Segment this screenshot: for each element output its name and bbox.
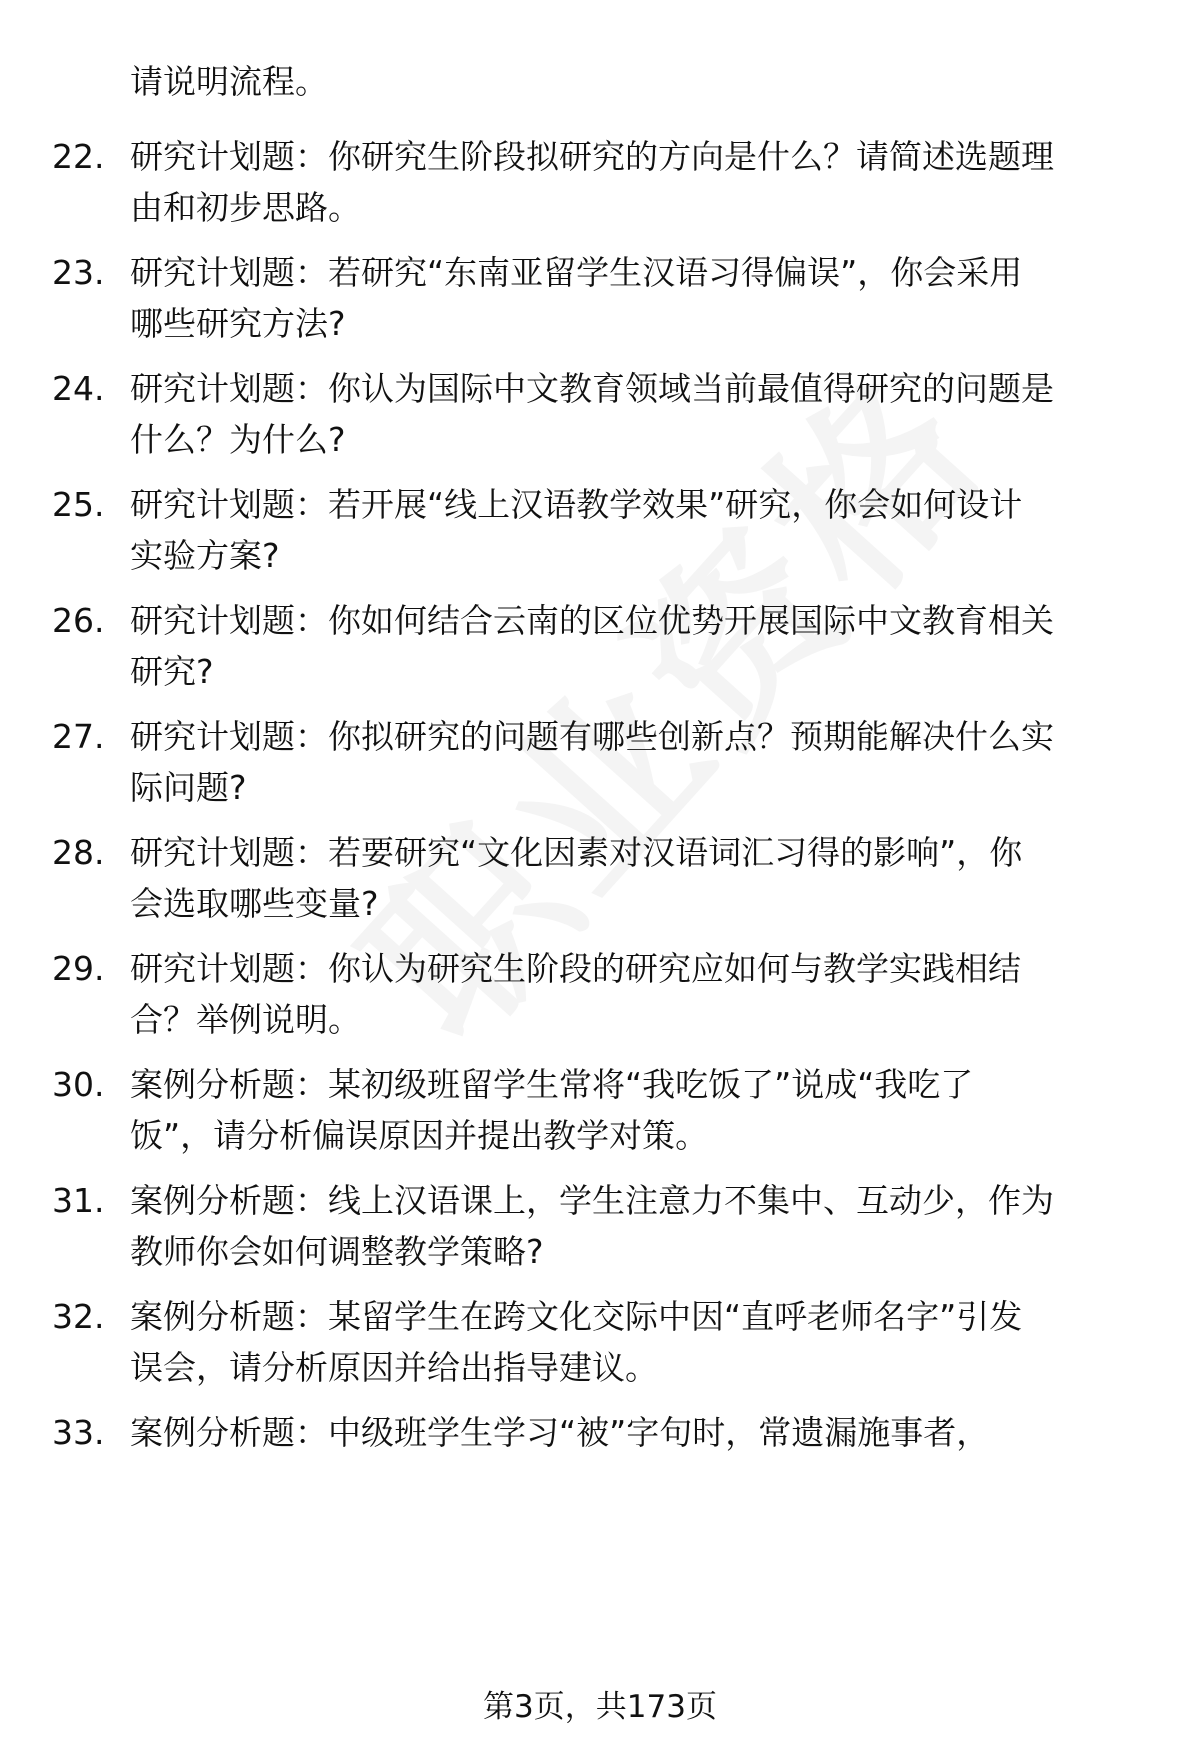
item-text-line-1: 研究计划题：若要研究“文化因素对汉语词汇习得的影响”，你 — [130, 833, 1023, 872]
item-text-line-2: 实验方案? — [130, 536, 280, 575]
item-text-line-2: 饭”，请分析偏误原因并提出教学对策。 — [130, 1116, 709, 1155]
item-number: 26. — [52, 601, 105, 640]
item-text-line-1: 研究计划题：你研究生阶段拟研究的方向是什么？请简述选题理 — [130, 137, 1054, 176]
item-text-line-1: 案例分析题：中级班学生学习“被”字句时，常遗漏施事者， — [130, 1413, 990, 1452]
item-text-line-1: 案例分析题：某初级班留学生常将“我吃饭了”说成“我吃了 — [130, 1065, 974, 1104]
item-text-line-1: 案例分析题：某留学生在跨文化交际中因“直呼老师名字”引发 — [130, 1297, 1023, 1336]
item-text-line-1: 研究计划题：你认为研究生阶段的研究应如何与教学实践相结 — [130, 949, 1021, 988]
item-text-line-1: 研究计划题：你如何结合云南的区位优势开展国际中文教育相关 — [130, 601, 1054, 640]
item-text-line-1: 案例分析题：线上汉语课上，学生注意力不集中、互动少，作为 — [130, 1181, 1054, 1220]
item-text-line-2: 合？举例说明。 — [130, 1000, 361, 1039]
item-text-line-2: 哪些研究方法? — [130, 304, 346, 343]
item-text-line-2: 由和初步思路。 — [130, 188, 361, 227]
item-number: 27. — [52, 717, 105, 756]
item-number: 32. — [52, 1297, 105, 1336]
item-text-line-2: 什么？为什么? — [130, 420, 346, 459]
item-text-line-1: 研究计划题：若研究“东南亚留学生汉语习得偏误”，你会采用 — [130, 253, 1023, 292]
item-number: 24. — [52, 369, 105, 408]
item-text-line-1: 研究计划题：你认为国际中文教育领域当前最值得研究的问题是 — [130, 369, 1054, 408]
item-text-line-1: 研究计划题：你拟研究的问题有哪些创新点？预期能解决什么实 — [130, 717, 1054, 756]
item-number: 22. — [52, 137, 105, 176]
item-number: 30. — [52, 1065, 105, 1104]
item-text-line-2: 研究? — [130, 652, 214, 691]
item-text-line-2: 教师你会如何调整教学策略? — [130, 1232, 544, 1271]
item-number: 33. — [52, 1413, 105, 1452]
continuation-line: 请说明流程。 — [130, 62, 328, 101]
item-text-line-1: 研究计划题：若开展“线上汉语教学效果”研究，你会如何设计 — [130, 485, 1023, 524]
item-text-line-2: 误会，请分析原因并给出指导建议。 — [130, 1348, 658, 1387]
item-number: 31. — [52, 1181, 105, 1220]
item-number: 25. — [52, 485, 105, 524]
item-text-line-2: 会选取哪些变量? — [130, 884, 379, 923]
item-text-line-2: 际问题? — [130, 768, 247, 807]
item-number: 29. — [52, 949, 105, 988]
page-footer: 第3页，共173页 — [483, 1689, 717, 1725]
item-number: 23. — [52, 253, 105, 292]
item-number: 28. — [52, 833, 105, 872]
